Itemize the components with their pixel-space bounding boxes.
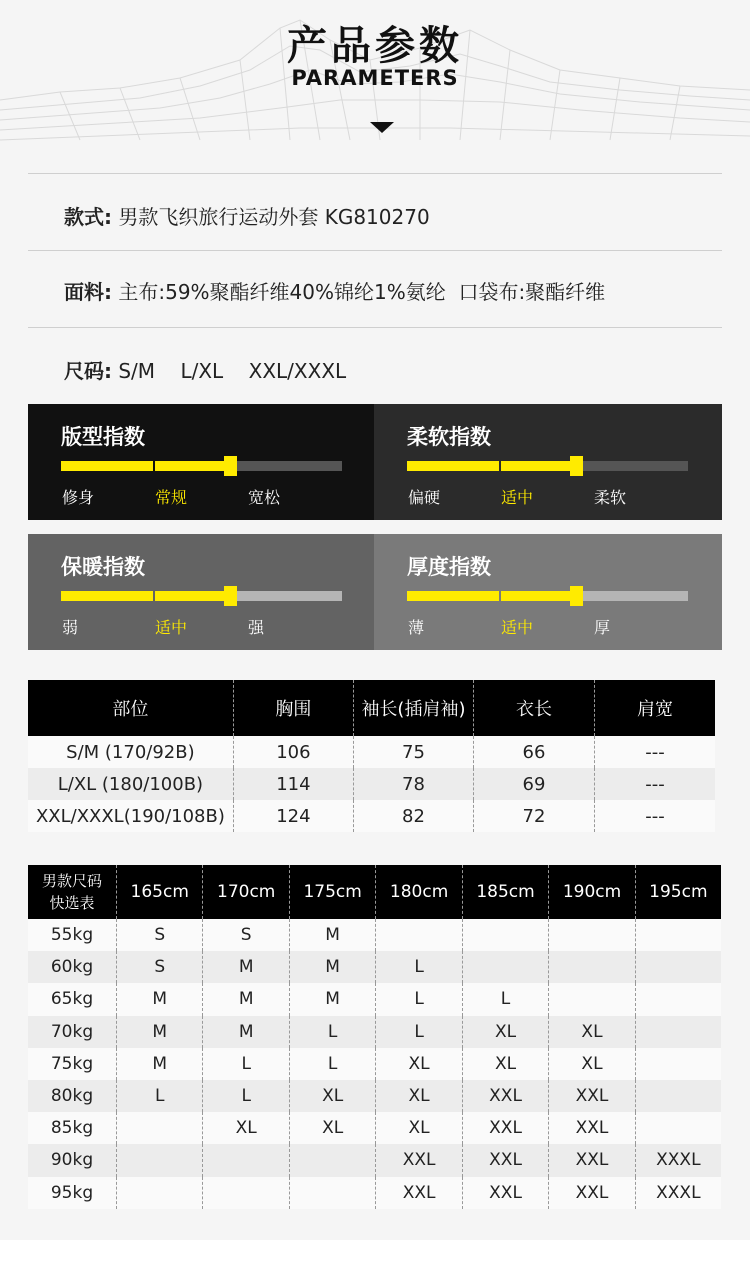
size-cell — [549, 919, 635, 951]
index-bar-segment — [155, 591, 230, 601]
size-row — [28, 1048, 721, 1080]
style-row — [64, 201, 430, 230]
divider — [28, 327, 722, 328]
index-bar-segment — [61, 461, 153, 471]
size-cell: XXL — [376, 1177, 462, 1209]
index-bar-segment — [236, 591, 342, 601]
index-bar-segment — [582, 461, 688, 471]
page-subtitle: PARAMETERS — [291, 66, 459, 90]
spec-cell: --- — [594, 736, 715, 768]
spec-cell: --- — [594, 800, 715, 832]
size-cell — [462, 919, 548, 951]
size-cell: L — [289, 1048, 375, 1080]
index-panel — [28, 534, 374, 650]
style-value: 男款飞织旅行运动外套 KG810270 — [118, 205, 430, 229]
spec-cell: S/M (170/92B) — [28, 736, 233, 768]
size-weight-cell: 75kg — [28, 1048, 117, 1080]
size-row — [28, 1112, 721, 1144]
size-value: S/M L/XL XXL/XXXL — [118, 359, 347, 383]
index-marker — [570, 586, 583, 606]
index-title: 保暖指数 — [61, 555, 145, 579]
size-cell: M — [289, 951, 375, 983]
page-title: 产品参数 — [287, 23, 463, 69]
index-label: 常规 — [155, 488, 188, 507]
size-cell: S — [117, 919, 203, 951]
size-cell: XL — [462, 1048, 548, 1080]
size-cell: XL — [289, 1080, 375, 1112]
size-weight-cell: 60kg — [28, 951, 117, 983]
index-label: 薄 — [408, 618, 425, 637]
spec-cell: 82 — [353, 800, 473, 832]
style-label: 款式: — [64, 205, 112, 229]
index-title: 版型指数 — [61, 425, 145, 449]
size-cell — [635, 1112, 721, 1144]
size-row — [28, 919, 721, 951]
size-cell: L — [289, 1016, 375, 1048]
size-cell: L — [376, 983, 462, 1015]
corner-line: 男款尺码 — [41, 872, 102, 890]
divider — [28, 250, 722, 251]
spec-row — [28, 736, 715, 768]
index-bar-segment — [407, 461, 499, 471]
index-bar-segment — [155, 461, 230, 471]
index-bar-segment — [407, 591, 499, 601]
fabric-label: 面料: — [64, 280, 112, 304]
size-cell — [117, 1144, 203, 1176]
size-cell: XXL — [462, 1177, 548, 1209]
size-weight-cell: 90kg — [28, 1144, 117, 1176]
size-cell: XL — [376, 1048, 462, 1080]
size-cell: XL — [376, 1112, 462, 1144]
index-label: 柔软 — [594, 488, 627, 507]
size-cell: M — [289, 919, 375, 951]
spec-header-cell: 胸围 — [233, 680, 353, 736]
size-cell: XXL — [549, 1177, 635, 1209]
size-cell: M — [203, 983, 289, 1015]
size-cell: M — [289, 983, 375, 1015]
footer-band — [0, 1240, 750, 1281]
size-cell — [635, 951, 721, 983]
size-weight-cell: 55kg — [28, 919, 117, 951]
size-cell: XL — [549, 1048, 635, 1080]
spec-cell: XXL/XXXL(190/108B) — [28, 800, 233, 832]
size-cell: XXL — [462, 1144, 548, 1176]
spec-cell: L/XL (180/100B) — [28, 768, 233, 800]
spec-table — [28, 680, 715, 832]
header — [0, 0, 750, 170]
spec-header-cell: 衣长 — [473, 680, 594, 736]
size-cell: XL — [549, 1016, 635, 1048]
size-weight-cell: 70kg — [28, 1016, 117, 1048]
index-title: 柔软指数 — [407, 425, 491, 449]
index-label: 修身 — [62, 488, 95, 507]
size-row — [28, 951, 721, 983]
size-weight-cell: 95kg — [28, 1177, 117, 1209]
index-panel — [374, 534, 722, 650]
spec-header-cell: 肩宽 — [594, 680, 715, 736]
size-cell: L — [462, 983, 548, 1015]
spec-cell: 124 — [233, 800, 353, 832]
size-cell: XXXL — [635, 1144, 721, 1176]
size-row — [28, 1177, 721, 1209]
index-title: 厚度指数 — [407, 555, 491, 579]
index-label: 偏硬 — [408, 488, 441, 507]
index-label: 适中 — [155, 618, 188, 637]
size-cell — [635, 983, 721, 1015]
spec-row — [28, 800, 715, 832]
size-cell: M — [203, 951, 289, 983]
size-cell: XXL — [549, 1080, 635, 1112]
index-bar-segment — [501, 591, 576, 601]
size-row — [28, 1144, 721, 1176]
size-header-row — [28, 865, 721, 919]
divider — [28, 173, 722, 174]
size-cell: L — [117, 1080, 203, 1112]
size-height-header: 195cm — [635, 865, 721, 919]
size-cell: XL — [462, 1016, 548, 1048]
index-marker — [224, 586, 237, 606]
size-corner-cell — [28, 865, 117, 919]
spec-header-cell: 部位 — [28, 680, 233, 736]
spec-cell: 66 — [473, 736, 594, 768]
size-cell: M — [117, 1048, 203, 1080]
size-cell: L — [203, 1048, 289, 1080]
index-bar-segment — [61, 591, 153, 601]
corner-line: 快选表 — [49, 894, 95, 912]
index-label: 弱 — [62, 618, 79, 637]
size-cell: XXL — [462, 1080, 548, 1112]
size-cell: M — [203, 1016, 289, 1048]
index-marker — [224, 456, 237, 476]
index-marker — [570, 456, 583, 476]
spec-cell: 72 — [473, 800, 594, 832]
size-cell — [289, 1144, 375, 1176]
size-cell — [635, 1016, 721, 1048]
index-label: 适中 — [501, 488, 534, 507]
size-height-header: 170cm — [203, 865, 289, 919]
size-table — [28, 865, 721, 1209]
size-cell — [462, 951, 548, 983]
size-height-header: 175cm — [289, 865, 375, 919]
size-cell: XL — [289, 1112, 375, 1144]
size-cell — [203, 1177, 289, 1209]
spec-cell: 114 — [233, 768, 353, 800]
spec-cell: 78 — [353, 768, 473, 800]
size-cell: XXL — [462, 1112, 548, 1144]
size-label: 尺码: — [64, 359, 112, 383]
size-cell: XL — [376, 1080, 462, 1112]
size-row — [28, 1080, 721, 1112]
index-label: 宽松 — [248, 488, 281, 507]
size-cell — [117, 1112, 203, 1144]
down-triangle-icon — [370, 122, 394, 133]
size-cell — [117, 1177, 203, 1209]
index-bar-segment — [236, 461, 342, 471]
size-cell: S — [203, 919, 289, 951]
spec-cell: --- — [594, 768, 715, 800]
size-height-header: 180cm — [376, 865, 462, 919]
size-cell — [635, 1048, 721, 1080]
size-cell — [635, 919, 721, 951]
index-panel — [28, 404, 374, 520]
index-bar-segment — [501, 461, 576, 471]
size-height-header: 165cm — [117, 865, 203, 919]
size-cell: XL — [203, 1112, 289, 1144]
size-weight-cell: 65kg — [28, 983, 117, 1015]
size-height-header: 190cm — [549, 865, 635, 919]
size-cell: L — [376, 1016, 462, 1048]
index-label: 适中 — [501, 618, 534, 637]
size-weight-cell: 80kg — [28, 1080, 117, 1112]
size-cell — [203, 1144, 289, 1176]
spec-header-cell: 袖长(插肩袖) — [353, 680, 473, 736]
spec-cell: 69 — [473, 768, 594, 800]
index-panel — [374, 404, 722, 520]
size-weight-cell: 85kg — [28, 1112, 117, 1144]
size-row — [28, 983, 721, 1015]
fabric-value: 主布:59%聚酯纤维40%锦纶1%氨纶 口袋布:聚酯纤维 — [118, 280, 606, 304]
size-cell: M — [117, 983, 203, 1015]
size-cell: L — [203, 1080, 289, 1112]
size-cell — [376, 919, 462, 951]
size-cell: L — [376, 951, 462, 983]
size-cell — [289, 1177, 375, 1209]
index-label: 强 — [248, 618, 265, 637]
size-cell — [549, 951, 635, 983]
size-cell: XXXL — [635, 1177, 721, 1209]
fabric-row — [64, 276, 605, 305]
size-row — [28, 1016, 721, 1048]
spec-cell: 75 — [353, 736, 473, 768]
size-cell — [635, 1080, 721, 1112]
size-cell: XXL — [549, 1112, 635, 1144]
size-cell: S — [117, 951, 203, 983]
size-cell: M — [117, 1016, 203, 1048]
spec-cell: 106 — [233, 736, 353, 768]
spec-header-row — [28, 680, 715, 736]
size-cell: XXL — [376, 1144, 462, 1176]
spec-row — [28, 768, 715, 800]
size-height-header: 185cm — [462, 865, 548, 919]
size-cell: XXL — [549, 1144, 635, 1176]
index-bar-segment — [582, 591, 688, 601]
index-label: 厚 — [594, 618, 611, 637]
size-cell — [549, 983, 635, 1015]
size-row — [64, 355, 346, 384]
